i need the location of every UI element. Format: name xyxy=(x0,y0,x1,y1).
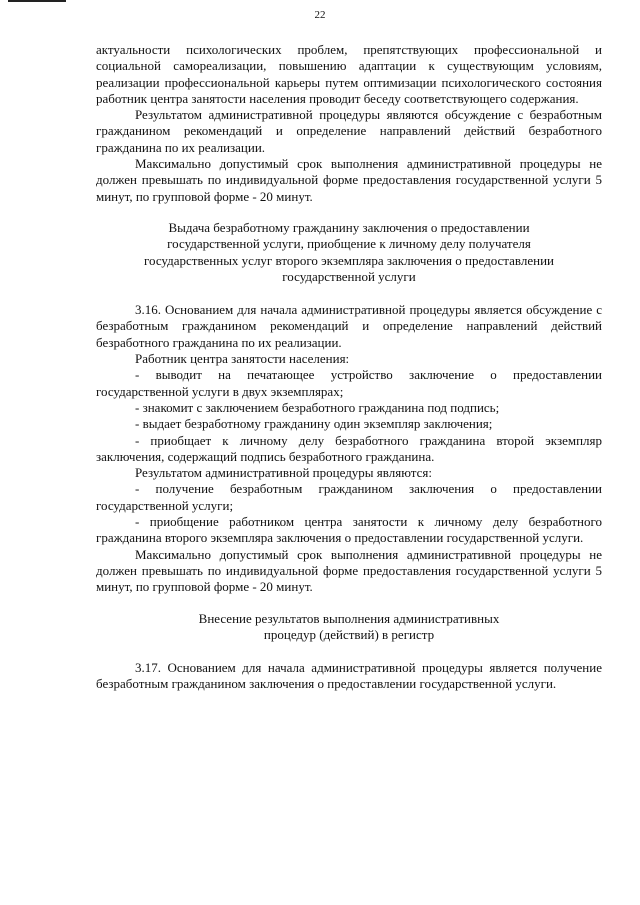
paragraph-worker-intro: Работник центра занятости населения: xyxy=(135,351,350,367)
list-item: - знакомит с заключением безработного гражданина под подпись; xyxy=(135,399,500,415)
list-item: - получение безработным гражданином заключения о предоставлении государственной услуги; xyxy=(96,481,602,513)
heading-line: Внесение результатов выполнения административных xyxy=(198,610,500,626)
paragraph-3-17: 3.17. Основанием для начала административной процедуры является получение безработным гражданином заключения о предоставлении государственной услуги. xyxy=(96,660,602,692)
heading-line: Выдача безработному гражданину заключения о предоставлении xyxy=(168,219,530,235)
document-body xyxy=(96,42,602,693)
section-heading-issue-conclusion xyxy=(96,220,602,285)
paragraph-continuation: актуальности психологических проблем, препятствующих профессиональной и социальной самореализации, повышению адаптации к существующим условиям, реализации профессиональной карьеры путем оптимизации психологического состояния работник центра занятости населения проводит беседу соответствующего содержания. xyxy=(96,42,602,106)
paragraph-result: Результатом административной процедуры являются обсуждение с безработным гражданином рекомендаций и определение направлений действий безработного гражданина по их реализации. xyxy=(96,107,602,155)
heading-line: государственных услуг второго экземпляра заключения о предоставлении xyxy=(144,252,554,268)
list-item: - приобщает к личному делу безработного гражданина второй экземпляр заключения, содержащий подпись безработного гражданина. xyxy=(96,432,602,464)
paragraph-max-time: Максимально допустимый срок выполнения административной процедуры не должен превышать по индивидуальной форме предоставления государственной услуги 5 минут, по групповой форме - 20 минут. xyxy=(96,546,602,595)
heading-line: государственной услуги, приобщение к личному делу получателя xyxy=(167,236,531,252)
top-rule xyxy=(8,0,66,2)
heading-line: государственной услуги xyxy=(282,268,416,284)
paragraph-results-intro: Результатом административной процедуры являются: xyxy=(135,465,432,481)
section-heading-register xyxy=(96,611,602,644)
paragraph-max-time: Максимально допустимый срок выполнения административной процедуры не должен превышать по индивидуальной форме предоставления государственной услуги 5 минут, по групповой форме - 20 минут. xyxy=(96,156,602,204)
heading-line: процедур (действий) в регистр xyxy=(263,626,435,642)
list-item: - выводит на печатающее устройство заключение о предоставлении государственной услуги в двух экземплярах; xyxy=(96,367,602,399)
page-number: 22 xyxy=(314,9,326,21)
list-item: - приобщение работником центра занятости к личному делу безработного гражданина второго экземпляра заключения о предоставлении государственной услуги. xyxy=(96,514,602,546)
list-item: - выдает безработному гражданину один экземпляр заключения; xyxy=(135,416,493,432)
paragraph-3-16: 3.16. Основанием для начала административной процедуры является обсуждение с безработным гражданином рекомендаций и определение направлений действий безработного гражданина по их реализации. xyxy=(96,302,602,350)
